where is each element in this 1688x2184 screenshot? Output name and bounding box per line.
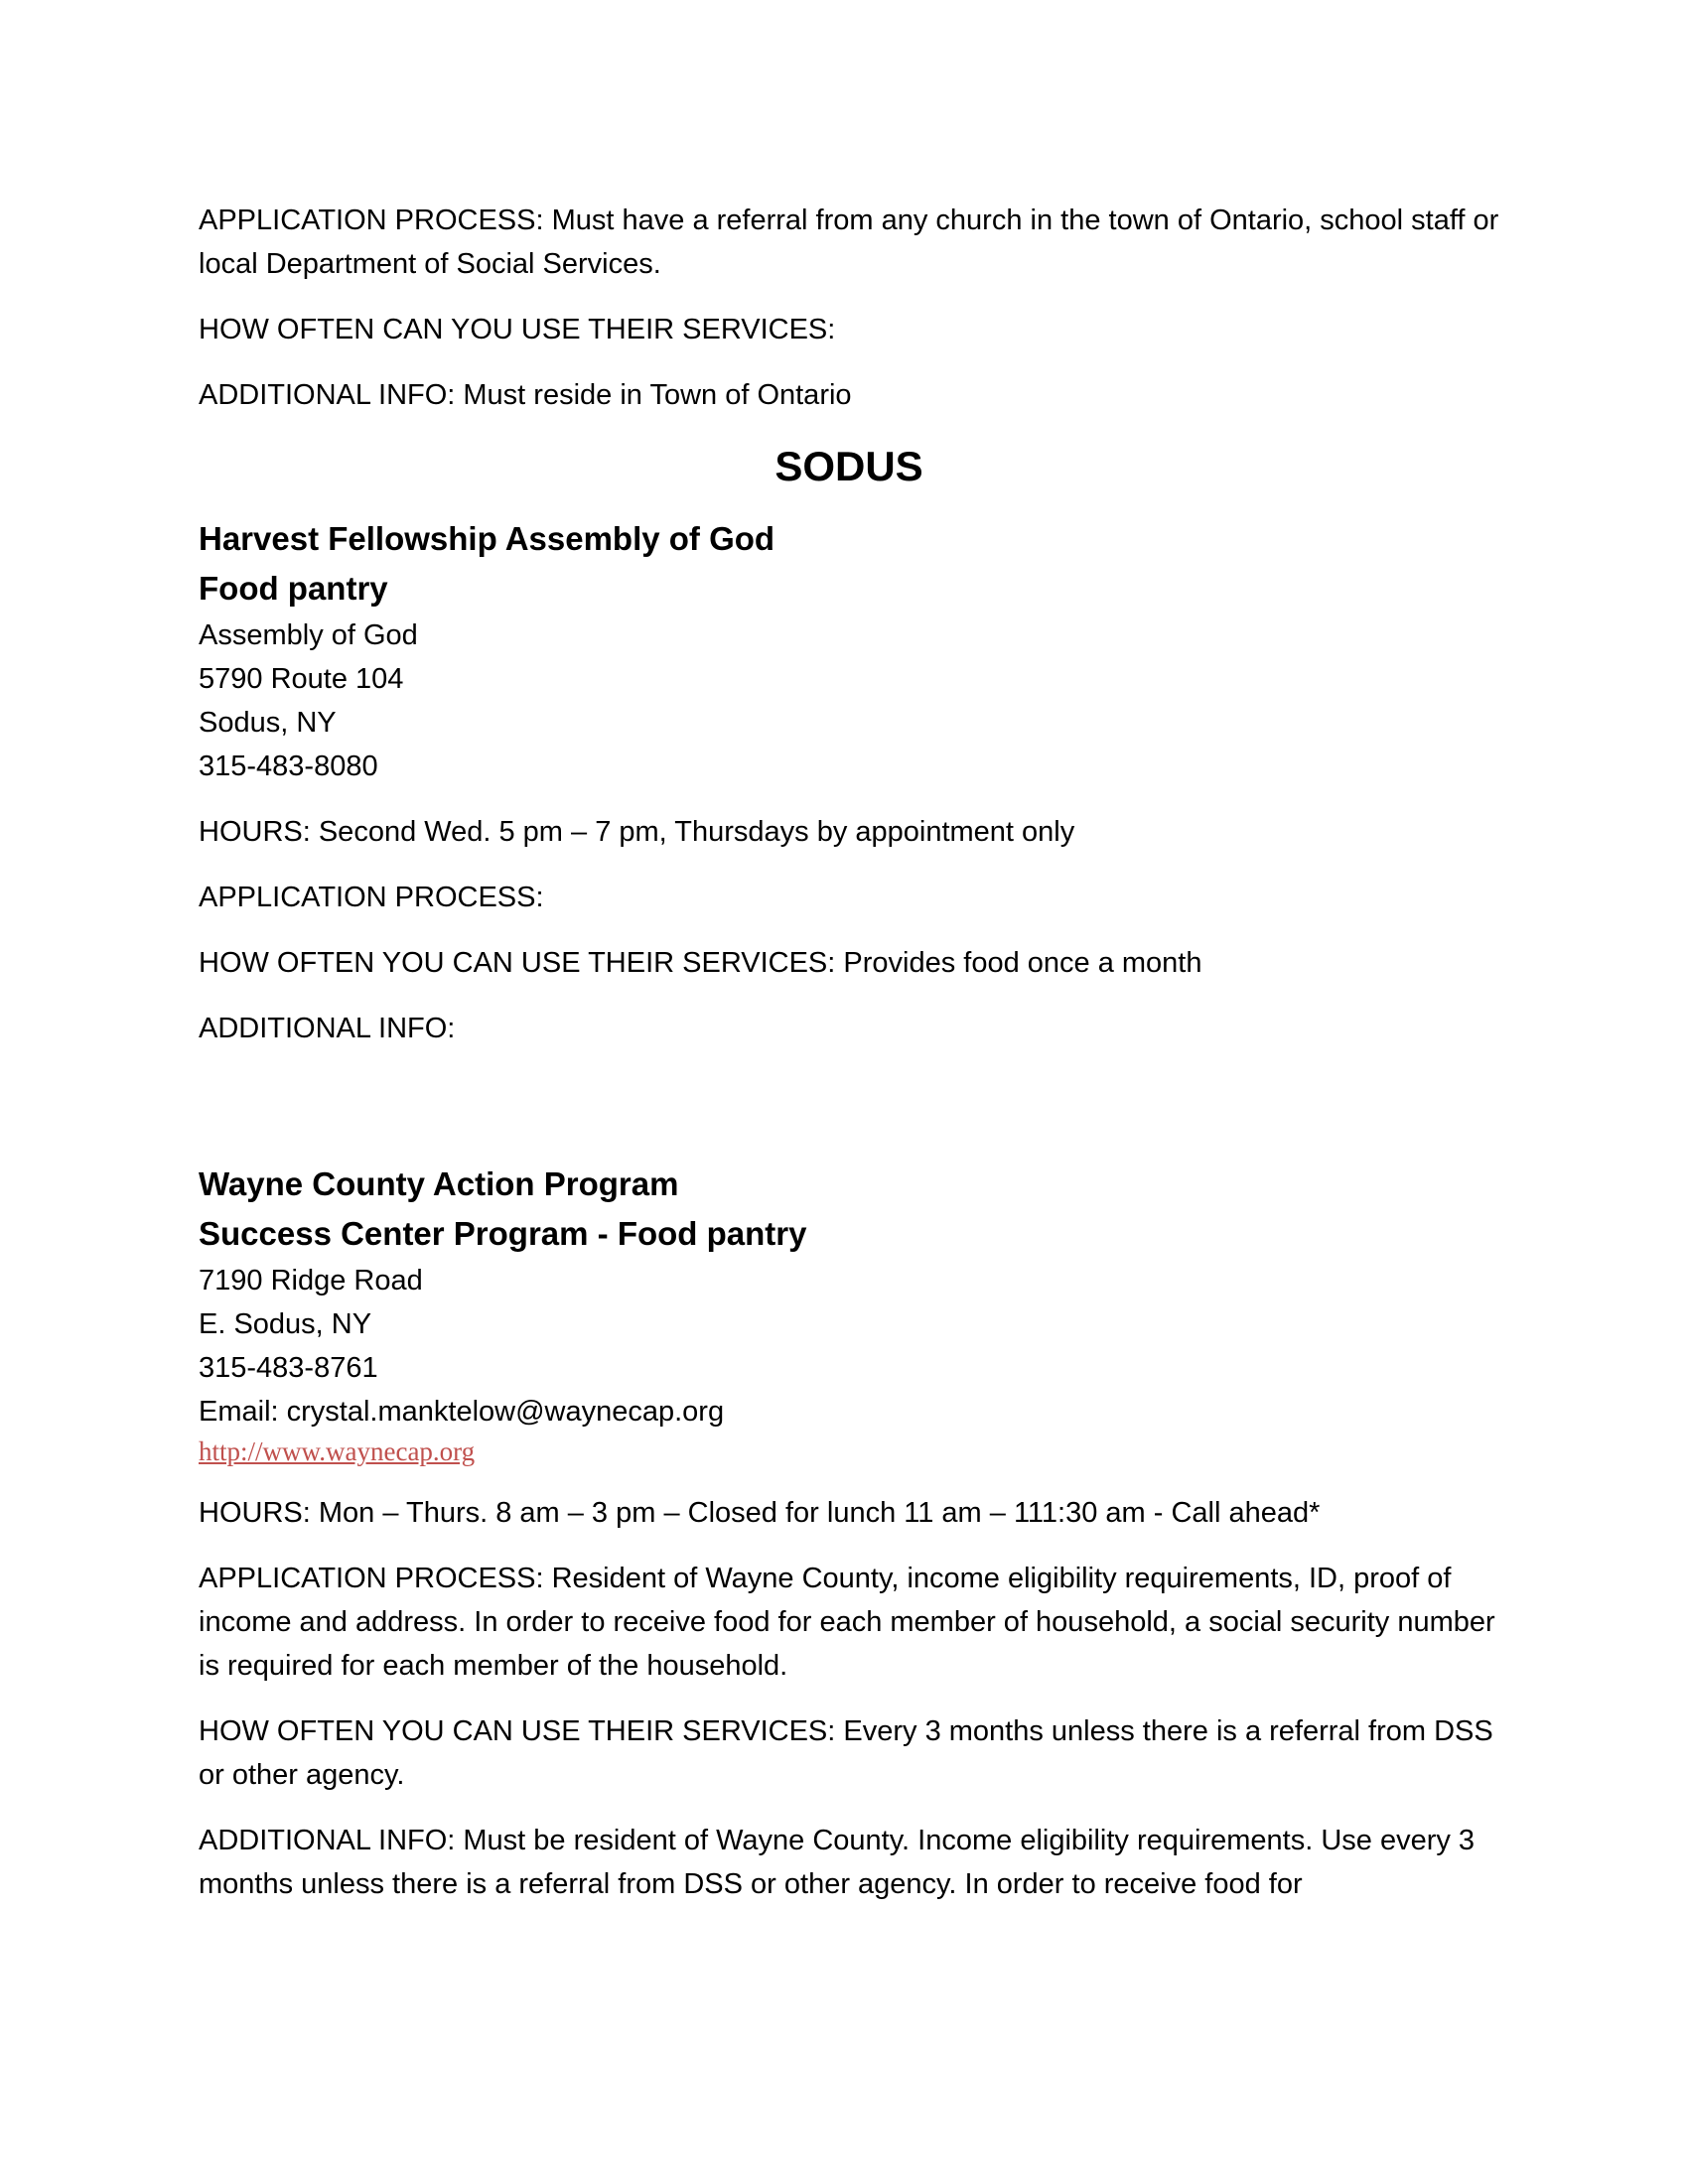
org-name: Wayne County Action Program: [199, 1165, 679, 1202]
intro-additional-info: ADDITIONAL INFO: Must reside in Town of Ontario: [199, 379, 852, 411]
org-additional-info: ADDITIONAL INFO: Must be resident of Wayne County. Income eligibility requirements. Use every 3 months unless there is a referral from DSS or other agency. In order to receive food for: [199, 1825, 1476, 1900]
org-application-process: APPLICATION PROCESS:: [199, 882, 544, 913]
intro-application-process: APPLICATION PROCESS: Must have a referral from any church in the town of Ontario, school staff or local Department of Social Services.: [199, 205, 1499, 280]
address-line: 7190 Ridge Road: [199, 1265, 423, 1297]
address-line: E. Sodus, NY: [199, 1308, 372, 1340]
org-additional-info: ADDITIONAL INFO:: [199, 1013, 456, 1044]
org-subtitle: Food pantry: [199, 570, 388, 607]
address-line: Assembly of God: [199, 619, 418, 651]
website-link[interactable]: http://www.waynecap.org: [199, 1436, 476, 1466]
org-address: [199, 614, 1499, 788]
org-how-often: HOW OFTEN YOU CAN USE THEIR SERVICES: Every 3 months unless there is a referral from DSS or other agency.: [199, 1715, 1493, 1791]
org-how-often: HOW OFTEN YOU CAN USE THEIR SERVICES: Provides food once a month: [199, 947, 1202, 979]
email-address: Email: crystal.manktelow@waynecap.org: [199, 1396, 725, 1428]
org-hours: HOURS: Mon – Thurs. 8 am – 3 pm – Closed for lunch 11 am – 111:30 am - Call ahead*: [199, 1497, 1321, 1529]
address-line: Sodus, NY: [199, 707, 337, 739]
section-title: SODUS: [774, 443, 923, 489]
org-hours: HOURS: Second Wed. 5 pm – 7 pm, Thursdays by appointment only: [199, 816, 1075, 848]
document-page: [199, 199, 1499, 1928]
phone-number: 315-483-8080: [199, 751, 378, 782]
spacer: [199, 1072, 1499, 1160]
org-name: Harvest Fellowship Assembly of God: [199, 520, 775, 557]
org-address: [199, 1259, 1499, 1433]
phone-number: 315-483-8761: [199, 1352, 378, 1384]
org-subtitle: Success Center Program - Food pantry: [199, 1215, 807, 1252]
org-harvest-fellowship: [199, 514, 1499, 1050]
org-application-process: APPLICATION PROCESS: Resident of Wayne County, income eligibility requirements, ID, proof of income and address. In order to receive food for each member of household, a social security number is required for each member of the household.: [199, 1563, 1495, 1682]
intro-how-often: HOW OFTEN CAN YOU USE THEIR SERVICES:: [199, 314, 836, 345]
org-wayne-county-action: [199, 1160, 1499, 1906]
address-line: 5790 Route 104: [199, 663, 404, 695]
